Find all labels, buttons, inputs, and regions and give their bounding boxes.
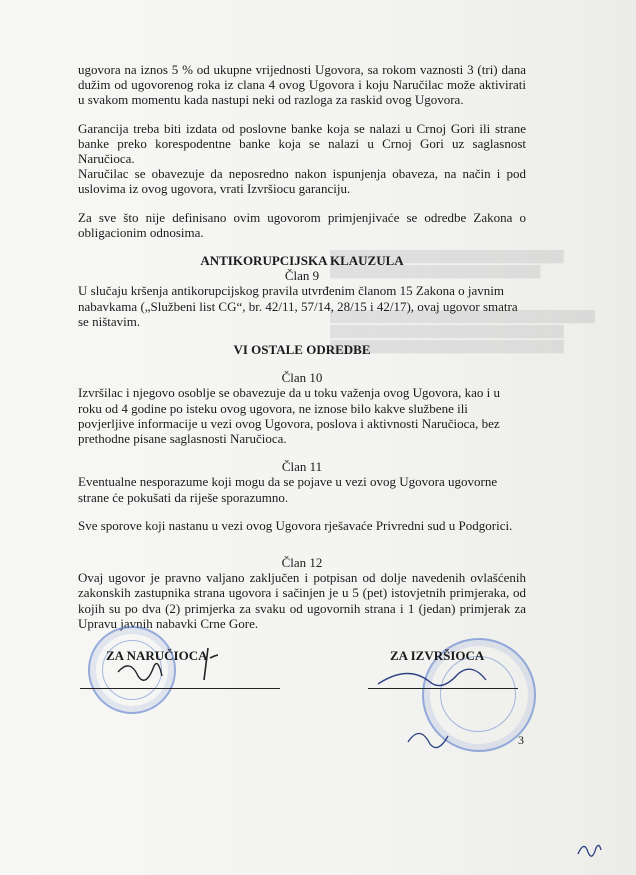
client-signature-label: ZA NARUČIOCA bbox=[106, 648, 208, 663]
initials-mark bbox=[574, 836, 604, 862]
article-11-text: Eventualne nesporazume koji mogu da se pojave u vezi ovog Ugovora ugovorne strane će pokušati da riješe sporazumno. bbox=[78, 474, 498, 505]
signature-area bbox=[78, 648, 538, 728]
article-11-label: Član 11 bbox=[281, 459, 323, 475]
paragraph-guarantee-amount: ugovora na iznos 5 % od ukupne vrijednosti Ugovora, sa rokom vaznosti 3 (tri) dana dužim od ugovorenog roka iz clana 4 ovog Ugovora i koju Naručilac može aktivirati u svakom momentu kada nastupi neki od razloga za raskid ovog Ugovora. bbox=[78, 62, 526, 108]
client-signature-line bbox=[80, 688, 280, 689]
article-12-label: Član 12 bbox=[281, 555, 323, 571]
article-9-text: U slučaju kršenja antikorupcijskog pravila utvrđenim članom 15 Zakona o javnim nabavkama („Službeni list CG“, br. 42/11, 57/14, 28/15 i 42/17), ovaj ugovor smatra se ništavim. bbox=[78, 283, 518, 329]
document-body bbox=[78, 62, 526, 644]
article-12-text: Ovaj ugovor je pravno valjano zaključen i potpisan od dolje navedenih ovlašćenih zakonskih zastupnika strana ugovora i sačinjen je u 5 (pet) istovjetnih primjeraka, od kojih su po dva (2) primjerka za svaku od ugovornih strana i 1 (jedan) primjerak za Upravu javnih nabavki Crne Gore. bbox=[78, 570, 526, 631]
article-11-text-courts: Sve sporove koji nastanu u vezi ovog Ugovora rješavaće Privredni sud u Podgorici. bbox=[78, 517, 513, 533]
article-9-label: Član 9 bbox=[284, 268, 320, 284]
article-10-text: Izvršilac i njegovo osoblje se obavezuje da u toku važenja ovog Ugovora, kao i u roku od 4 godine po isteku ovog ugovora, ne iznose bilo kakve službene ili povjerljive informacije u vezi ovog Ugovora, poslova i aktivnosti Naručioca, bez prethodne pisane saglasnosti Naručioca. bbox=[78, 385, 501, 447]
contractor-signature bbox=[368, 660, 508, 760]
client-signature bbox=[98, 640, 218, 690]
bleed-through-text: ██████████████████████████████ ███████████████████████████ ██████████████████████████████████ ██████████████████████████████ ██████████████████████████████ bbox=[330, 251, 595, 353]
page-number: 3 bbox=[518, 733, 524, 747]
heading-anticorruption: ANTIKORUPCIJSKA KLAUZULA bbox=[200, 253, 404, 269]
article-10-label: Član 10 bbox=[281, 370, 323, 386]
paragraph-guarantee-bank: Garancija treba biti izdata od poslovne banke koja se nalazi u Crnoj Gori ili strane banke preko korespodentne banke koja se nalazi u Crnoj Gori uz saglasnost Naručioca. bbox=[78, 120, 526, 167]
paragraph-obligations-law: Za sve što nije definisano ovim ugovorom primjenjivaće se odredbe Zakona o obligacionim odnosima. bbox=[78, 209, 526, 240]
contractor-signature-label: ZA IZVRŠIOCA bbox=[390, 648, 485, 663]
contractor-signature-line bbox=[368, 688, 518, 689]
heading-other-provisions: VI OSTALE ODREDBE bbox=[233, 342, 371, 358]
paragraph-guarantee-return: Naručilac se obavezuje da neposredno nakon ispunjenja obaveza, na način i pod uslovima iz ovog ugovora, vrati Izvršiocu garanciju. bbox=[78, 166, 526, 197]
